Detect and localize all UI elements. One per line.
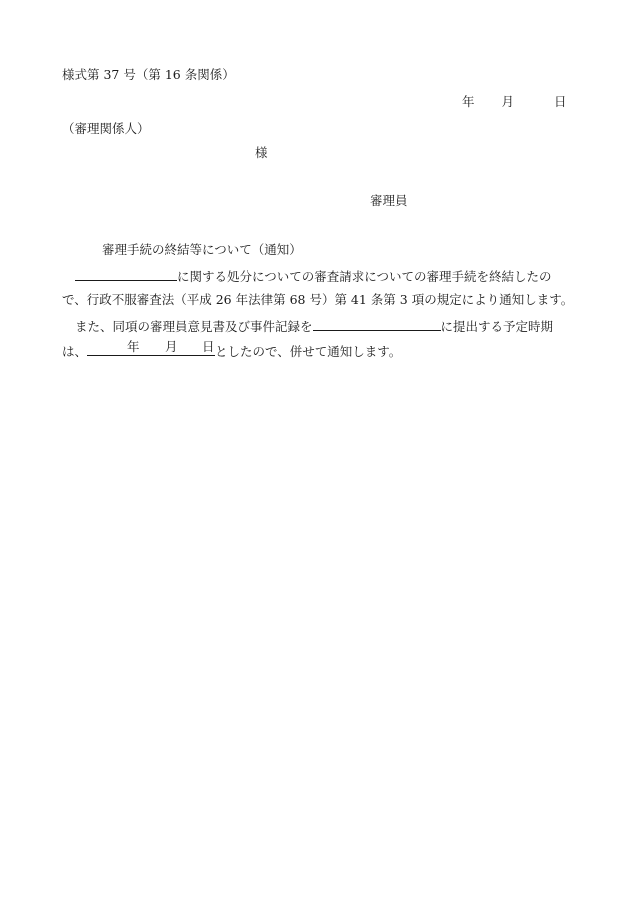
sender-label: 審理員 (370, 193, 408, 208)
scheduled-month-label: 月 (165, 339, 178, 354)
scheduled-year-label: 年 (127, 339, 140, 354)
paragraph2-text-a: また、同項の審理員意見書及び事件記録を (75, 319, 313, 334)
paragraph1-line2 (62, 292, 573, 308)
notice-title: 審理手続の終結等について（通知） (102, 242, 302, 257)
paragraph1-text-a: に関する処分についての審査請求についての審理手続を終結したの (177, 269, 552, 284)
paragraph2-text-c: は、 (62, 344, 88, 359)
recipient-label: （審理関係人） (62, 121, 150, 136)
honorific: 様 (255, 145, 268, 160)
paragraph1-line1 (75, 267, 552, 285)
form-number: 様式第 37 号（第 16 条関係） (62, 67, 235, 82)
subject-blank (75, 267, 177, 281)
date-month-label: 月 (501, 94, 515, 109)
paragraph2-text-b: に提出する予定時期 (440, 319, 554, 334)
date-year-label: 年 (462, 94, 475, 109)
paragraph2-text-d: としたので、併せて通知します。 (215, 344, 402, 359)
submission-destination-blank (313, 317, 441, 331)
paragraph2-line1 (75, 317, 553, 335)
date-day-label: 日 (554, 94, 567, 109)
paragraph1-text-b: で、行政不服審査法（平成 26 年法律第 68 号）第 41 条第 3 項の規定により通知します。 (62, 292, 574, 307)
date-line (462, 94, 567, 110)
paragraph2-line2 (62, 339, 402, 360)
scheduled-day-label: 日 (202, 339, 215, 354)
scheduled-date-blank (87, 339, 215, 356)
